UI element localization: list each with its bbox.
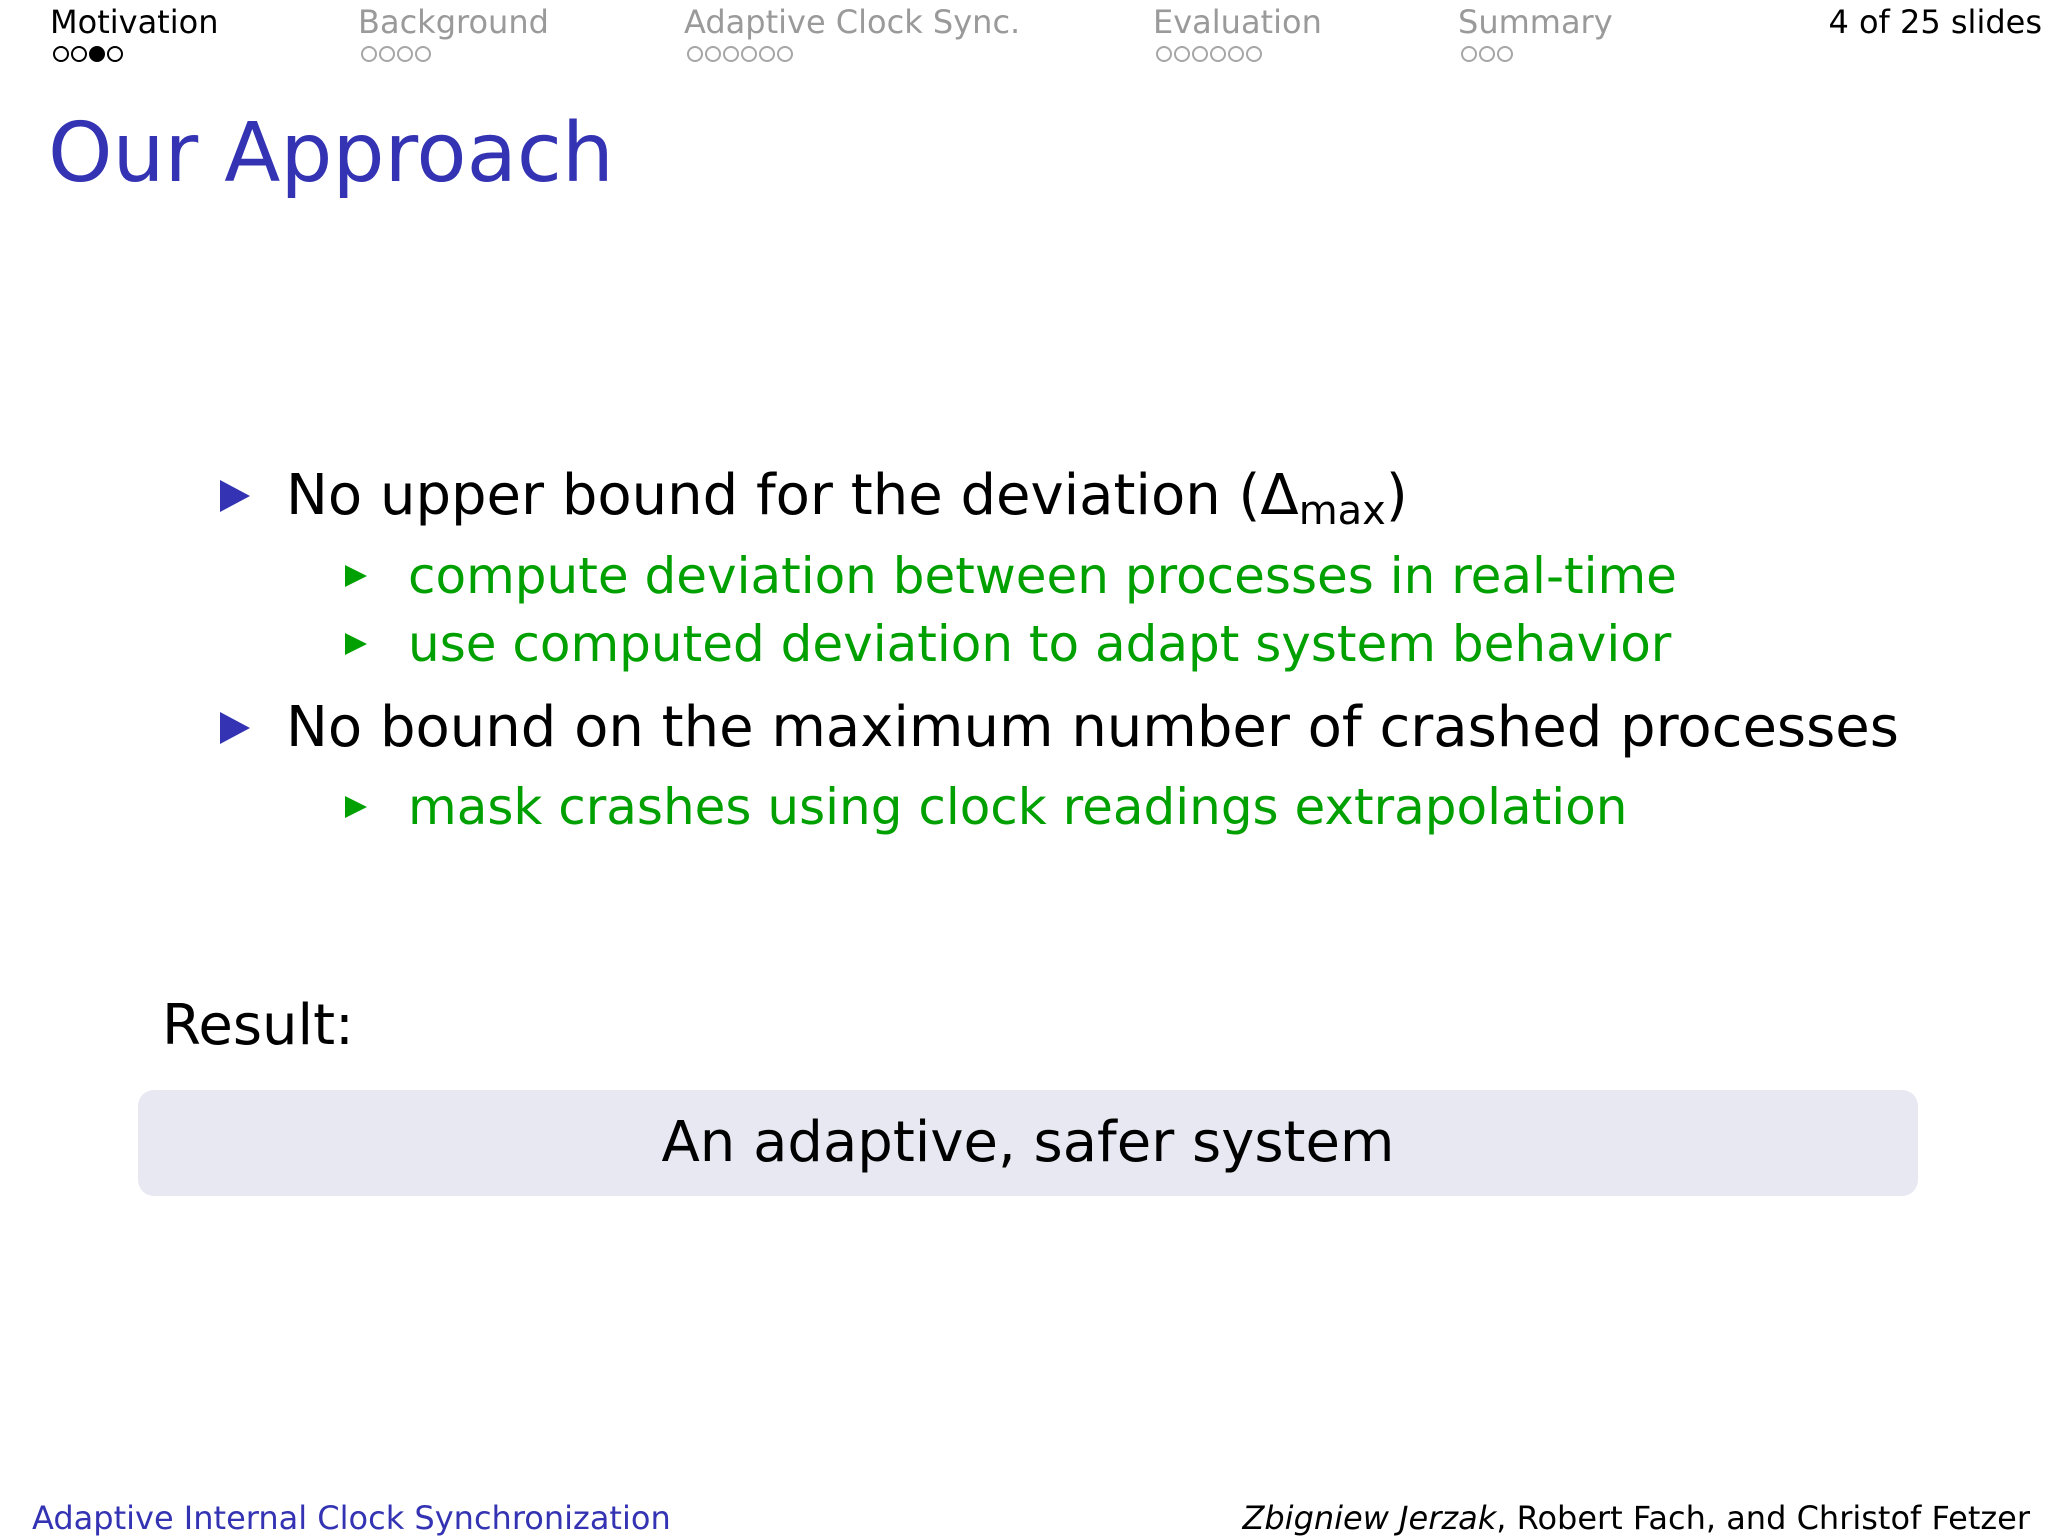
nav-section-adaptive-clock-sync[interactable] (684, 2, 1020, 62)
footer-coauthors: , Robert Fach, and Christof Fetzer (1496, 1499, 2030, 1537)
nav-section-title[interactable]: Summary (1458, 3, 1613, 41)
slide-dot-current[interactable] (89, 46, 105, 62)
slide-dot[interactable] (1479, 46, 1495, 62)
sub-bullet-text: compute deviation between processes in real-time (408, 547, 1677, 605)
slide-counter: 4 of 25 slides (1828, 3, 2042, 41)
nav-section-title[interactable]: Background (358, 3, 549, 41)
slide-dot[interactable] (1192, 46, 1208, 62)
slide-dot[interactable] (379, 46, 395, 62)
nav-section-summary[interactable] (1458, 2, 1613, 62)
result-label: Result: (162, 993, 354, 1058)
slide-dot[interactable] (1497, 46, 1513, 62)
slide-dot[interactable] (705, 46, 721, 62)
slide-dot[interactable] (687, 46, 703, 62)
slide-title: Our Approach (48, 106, 614, 201)
footer-authors (1242, 1500, 2030, 1536)
slide-dot[interactable] (53, 46, 69, 62)
slide-dot[interactable] (361, 46, 377, 62)
footer-talk-title[interactable]: Adaptive Internal Clock Synchronization (32, 1499, 671, 1537)
slide-dot[interactable] (71, 46, 87, 62)
slide-dot[interactable] (1246, 46, 1262, 62)
nav-section-title[interactable]: Motivation (50, 3, 219, 41)
sub-bullet-text: use computed deviation to adapt system behavior (408, 615, 1672, 673)
subscript-max: max (1298, 488, 1386, 534)
nav-slide-dots (1461, 46, 1613, 62)
footer-presenter: Zbigniew Jerzak (1242, 1499, 1497, 1537)
result-block (138, 1090, 1918, 1196)
small-triangle-bullet-icon (345, 633, 367, 655)
slide-dot[interactable] (107, 46, 123, 62)
small-triangle-bullet-icon (345, 565, 367, 587)
small-triangle-bullet-icon (345, 796, 367, 818)
sub-bullet-text: mask crashes using clock readings extrapolation (408, 778, 1628, 836)
bullet-text: No upper bound for the deviation $(\Delta_{max})$ (286, 463, 1408, 534)
slide-dot[interactable] (723, 46, 739, 62)
nav-section-evaluation[interactable] (1153, 2, 1322, 62)
slide-dot[interactable] (1228, 46, 1244, 62)
triangle-bullet-icon (220, 480, 250, 512)
nav-slide-dots (687, 46, 1020, 62)
slide-dot[interactable] (1174, 46, 1190, 62)
slide-dot[interactable] (415, 46, 431, 62)
slide-dot[interactable] (1210, 46, 1226, 62)
nav-slide-dots (361, 46, 549, 62)
slide-dot[interactable] (777, 46, 793, 62)
slide-dot[interactable] (1461, 46, 1477, 62)
nav-slide-dots (53, 46, 218, 62)
slide-dot[interactable] (1156, 46, 1172, 62)
triangle-bullet-icon (220, 712, 250, 744)
nav-slide-dots (1156, 46, 1322, 62)
nav-section-motivation[interactable] (50, 2, 218, 62)
nav-section-background[interactable] (358, 2, 549, 62)
slide-dot[interactable] (397, 46, 413, 62)
slide-dot[interactable] (759, 46, 775, 62)
slide-dot[interactable] (741, 46, 757, 62)
result-text: An adaptive, safer system (661, 1110, 1395, 1175)
nav-section-title[interactable]: Evaluation (1153, 3, 1322, 41)
nav-section-title[interactable]: Adaptive Clock Sync. (684, 3, 1021, 41)
bullet-text: No bound on the maximum number of crashed processes (286, 695, 1899, 760)
